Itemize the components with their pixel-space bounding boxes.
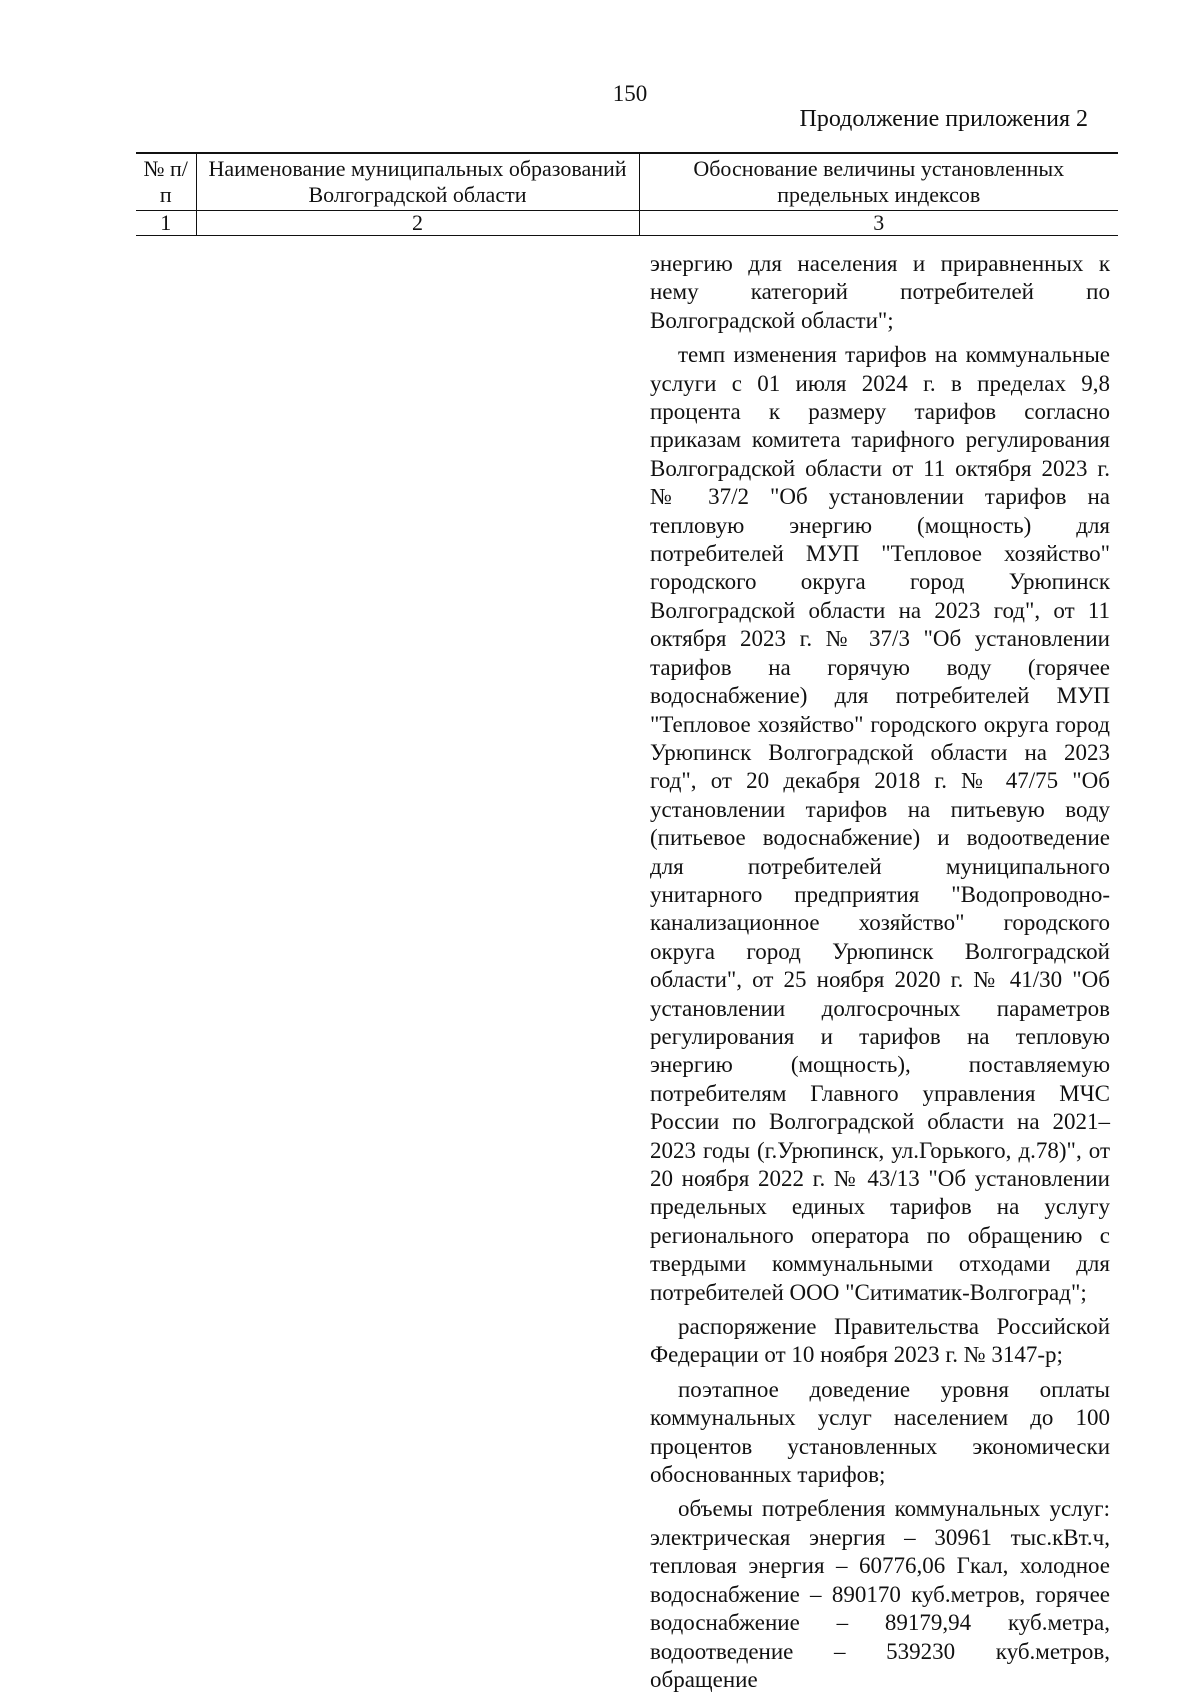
justification-text [650,250,1110,1698]
column-header-number: № п/п [136,153,196,211]
paragraph-consumption-volumes: объемы потребления коммунальных услуг: электрическая энергия – 30961 тыс.кВт.ч, тепловая энергия – 60776,06 Гкал, холодное водоснабжение – 890170 куб.метров, горячее водоснабжение – 89179,94 куб.метра, водоотведение – 539230 куб.метров, обращение [650,1496,1110,1692]
appendix-table-header [136,152,1118,236]
column-header-justification: Обоснование величины установленных предельных индексов [639,153,1118,211]
paragraph-energy-continuation: энергию для населения и приравненных к нему категорий потребителей по Волгоградской области"; [650,251,1110,333]
paragraph-government-order: распоряжение Правительства Российской Федерации от 10 ноября 2023 г. № 3147-р; [650,1314,1110,1368]
column-number-1: 1 [136,211,196,236]
column-number-2: 2 [196,211,639,236]
paragraph-tariff-change-rate: темп изменения тарифов на коммунальные услуги с 01 июля 2024 г. в пределах 9,8 процента к размеру тарифов согласно приказам комитета тарифного регулирования Волгоградской области от 11 октября 2023 г. № 37/2 "Об установлении тарифов на тепловую энергию (мощность) для потребителей МУП "Тепловое хозяйство" городского округа город Урюпинск Волгоградской области на 2023 год", от 11 октября 2023 г. № 37/3 "Об установлении тарифов на горячую воду (горячее водоснабжение) для потребителей МУП "Тепловое хозяйство" городского округа город Урюпинск Волгоградской области на 2023 год", от 20 декабря 2018 г. № 47/75 "Об установлении тарифов на питьевую воду (питьевое водоснабжение) и водоотведение для потребителей муниципального унитарного предприятия "Водопроводно-канализационное хозяйство" городского округа город Урюпинск Волгоградской области", от 25 ноября 2020 г. № 41/30 "Об установлении долгосрочных параметров регулирования и тарифов на тепловую энергию (мощность), поставляемую потребителям Главного управления МЧС России по Волгоградской области на 2021–2023 годы (г.Урюпинск, ул.Горького, д.78)", от 20 ноября 2022 г. № 43/13 "Об установлении предельных единых тарифов на услугу регионального оператора по обращению с твердыми коммунальными отходами для потребителей ООО "Ситиматик-Волгоград"; [650,342,1110,1305]
page-number: 150 [612,81,648,106]
appendix-continuation-label: Продолжение приложения 2 [799,106,1088,132]
table-column-numbers-row [136,211,1118,236]
paragraph-payment-level: поэтапное доведение уровня оплаты коммунальных услуг населением до 100 процентов установленных экономически обоснованных тарифов; [650,1376,1110,1488]
column-header-municipality: Наименование муниципальных образований Волгоградской области [196,153,639,211]
table-header-row [136,153,1118,211]
column-number-3: 3 [639,211,1118,236]
